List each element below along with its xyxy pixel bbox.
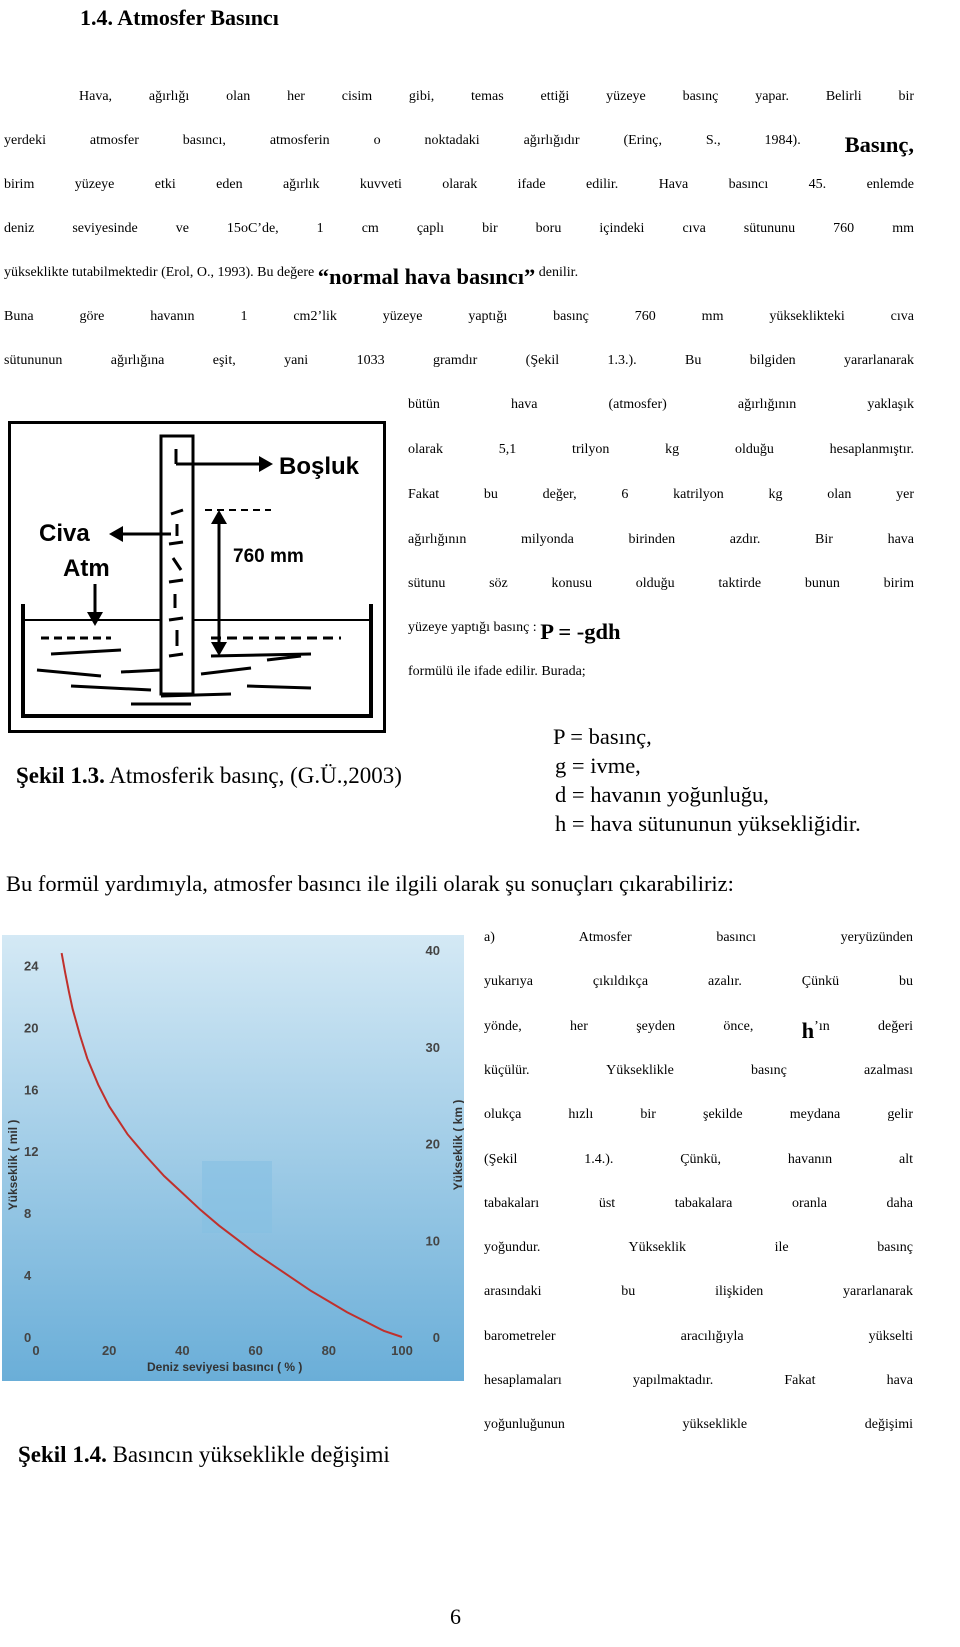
text-run: (Şekil 1.4.). Çünkü, havanın alt: [484, 1151, 913, 1167]
x-axis-label: Deniz seviyesi basıncı ( % ): [147, 1360, 303, 1374]
caption-label: Şekil 1.4.: [18, 1442, 107, 1467]
paragraph-line: [484, 1285, 913, 1308]
figure-1-4-caption: [18, 1442, 390, 1468]
paragraph-line: [79, 90, 914, 113]
label-atm: Atm: [63, 555, 110, 582]
paragraph-line: [484, 1330, 913, 1353]
x-tick-label: 20: [101, 1343, 117, 1358]
text-run: sütunu söz konusu olduğu taktirde bunun birim: [408, 576, 914, 591]
paragraph-line: [408, 443, 914, 466]
text-run: yüzeye yaptığı basınç :: [408, 620, 541, 635]
paragraph-line: [4, 266, 914, 289]
figure-1-3: [8, 421, 386, 733]
y-tick-label: 0: [24, 1330, 32, 1345]
text-run: a) Atmosfer basıncı yeryüzünden: [484, 930, 913, 945]
definition-item: h = hava sütununun yüksekliğidir.: [555, 811, 861, 836]
bold-run: Basınç,: [844, 132, 914, 157]
paragraph-line: [4, 354, 914, 377]
text-run: Buna göre havanın 1 cm: [4, 309, 311, 324]
definition-item: P = basınç,: [553, 724, 652, 749]
text-run: yoğunluğunun yükseklikle değişimi: [484, 1417, 913, 1433]
paragraph-line: [4, 134, 914, 157]
text-run: ’ın değeri: [814, 1018, 913, 1034]
text-run: ’lik yüzeye yaptığı basınç 760 mm yükseklikteki cıva: [317, 309, 914, 324]
x-tick-label: 100: [391, 1343, 413, 1358]
y-tick-label: 12: [24, 1144, 39, 1160]
paragraph-line: [408, 398, 914, 421]
bold-run: P = -gdh: [540, 619, 621, 644]
caption-text: Atmosferik basınç, (G.Ü.,2003): [104, 763, 402, 788]
paragraph-line: [484, 1241, 913, 1264]
text-run: olarak 5,1 trilyon kg olduğu hesaplanmıştır.: [408, 442, 914, 457]
figure-1-4: [2, 935, 464, 1381]
figure-1-3-caption: [16, 763, 402, 789]
x-tick-label: 0: [32, 1343, 40, 1358]
text-run: yukarıya çıkıldıkça azalır. Çünkü bu: [484, 974, 913, 990]
y-right-tick-label: 20: [425, 1136, 440, 1152]
text-run: sütununun ağırlığına eşit, yani 1033 gramdır (Şekil 1.3.). Bu bilgiden yararlanarak: [4, 353, 914, 368]
text-run: deniz seviyesinde ve 15: [4, 221, 241, 236]
section-heading: 1.4. Atmosfer Basıncı: [80, 5, 279, 30]
formula-sentence: Bu formül yardımıyla, atmosfer basıncı ile ilgili olarak şu sonuçları çıkarabiliriz:: [6, 871, 734, 896]
mercury-pool: [37, 638, 341, 704]
x-tick-label: 40: [175, 1343, 190, 1358]
paragraph-line: [484, 931, 913, 954]
paragraph-line: [484, 1418, 913, 1441]
paragraph-line: [408, 577, 914, 600]
text-run: bütün hava (atmosfer) ağırlığının yaklaşık: [408, 397, 914, 412]
y-right-tick-label: 40: [425, 943, 440, 958]
x-tick-label: 80: [321, 1343, 337, 1358]
label-civa: Civa: [39, 520, 90, 547]
barometer-diagram: [11, 424, 383, 730]
paragraph-line: [484, 975, 913, 998]
text-run: yönde, her şeyden önce,: [484, 1018, 802, 1034]
bold-run: h: [801, 1017, 815, 1043]
caption-text: Basıncın yükseklikle değişimi: [106, 1442, 390, 1467]
text-run: formülü ile ifade edilir. Burada;: [408, 664, 586, 679]
pressure-altitude-chart: [2, 935, 464, 1381]
text-run: ağırlığının milyonda birinden azdır. Bir hava: [408, 532, 914, 547]
text-run: tabakaları üst tabakalara oranla daha: [484, 1195, 913, 1211]
paragraph-line: [484, 1197, 913, 1220]
y-tick-label: 8: [24, 1206, 32, 1222]
text-run: küçülür. Yükseklikle basınç azalması: [484, 1062, 913, 1078]
definition-item: g = ivme,: [555, 753, 641, 778]
paragraph-line: [484, 1374, 913, 1397]
superscript: 2: [310, 309, 318, 324]
y-axis-label: Yükseklik ( mil ): [6, 1119, 20, 1211]
x-tick-label: 60: [248, 1343, 263, 1358]
paragraph-line: [484, 1108, 913, 1131]
text-run: yerdeki atmosfer basıncı, atmosferin o noktadaki ağırlığıdır (Erinç, S., 1984).: [4, 133, 845, 148]
label-760mm: 760 mm: [233, 546, 304, 567]
text-run: yoğundur. Yükseklik ile basınç: [484, 1240, 913, 1256]
paragraph-line: [4, 310, 914, 333]
definition-item: d = havanın yoğunluğu,: [555, 782, 769, 807]
paragraph-line: [408, 488, 914, 511]
label-bosluk: Boşluk: [279, 453, 360, 480]
y-tick-label: 16: [24, 1082, 39, 1098]
caption-label: Şekil 1.3.: [16, 763, 105, 788]
page-number: 6: [450, 1604, 461, 1629]
text-run: denilir.: [535, 265, 579, 280]
y-right-tick-label: 10: [425, 1233, 440, 1249]
y-tick-label: 24: [24, 958, 39, 974]
paragraph-line: [4, 222, 914, 245]
y-right-tick-label: 0: [432, 1330, 440, 1345]
text-run: olukça hızlı bir şekilde meydana gelir: [484, 1107, 913, 1123]
text-run: Hava, ağırlığı olan her cisim gibi, temas ettiği yüzeye basınç yapar. Belirli bir: [79, 89, 914, 104]
text-run: hesaplamaları yapılmaktadır. Fakat hava: [484, 1373, 913, 1388]
mercury-column: [169, 510, 183, 656]
paragraph-line: [484, 1064, 913, 1087]
text-run: barometreler aracılığıyla yükselti: [484, 1328, 913, 1344]
text-run: arasındaki bu ilişkiden yararlanarak: [484, 1284, 913, 1300]
y-right-axis-label: Yükseklik ( km ): [451, 1099, 464, 1191]
bold-run: “normal hava basıncı”: [317, 264, 536, 289]
paragraph-line: [484, 1153, 913, 1176]
y-tick-label: 4: [24, 1268, 32, 1284]
text-run: birim yüzeye etki eden ağırlık kuvveti olarak ifade edilir. Hava basıncı 45. enlemde: [4, 177, 914, 192]
text-run: Fakat bu değer, 6 katrilyon kg olan yer: [408, 487, 914, 502]
text-run: C’de, 1 cm çaplı bir boru içindeki cıva sütununu 760 mm: [247, 221, 914, 236]
paragraph-line: [408, 665, 914, 688]
paragraph-line: [408, 533, 914, 556]
paragraph-line: [484, 1017, 913, 1043]
superscript: o: [240, 221, 248, 236]
paragraph-line: [408, 621, 914, 644]
y-right-tick-label: 30: [425, 1039, 440, 1055]
text-run: yükseklikte tutabilmektedir (Erol, O., 1993). Bu değere: [4, 265, 318, 280]
y-tick-label: 20: [24, 1020, 39, 1036]
paragraph-line: [4, 178, 914, 201]
